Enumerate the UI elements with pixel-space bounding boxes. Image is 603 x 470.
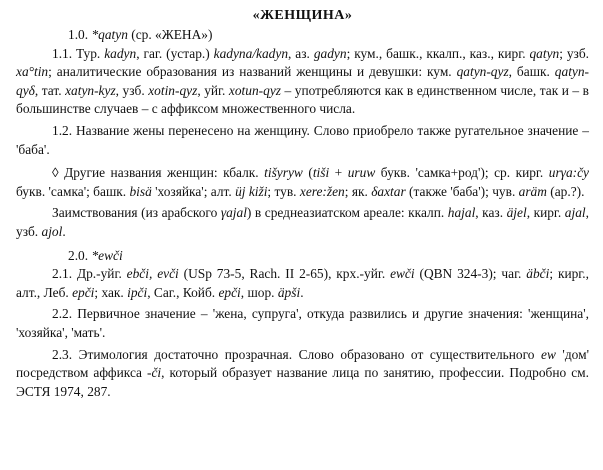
text-run: , гаг. (устар.) [136,45,214,61]
section-1-proto-form: *qatyn [91,27,128,42]
text-run: . [300,284,304,300]
text-run: букв. 'самка+род'); ср. кирг. [375,165,549,181]
cited-word-form: -či [147,365,162,381]
text-run: 1.2. Название жены перенесено на женщину. Слово приобрело также ругательное значение – 'баба'. [16,122,589,157]
text-run: 2.1. Др.-уйг. [52,266,127,282]
text-run: , узб. [16,205,589,239]
text-run: , кирг. [526,205,565,221]
text-run: (QBN 324-3); чаг. [414,266,527,282]
cited-word-form: gadyn [313,45,347,61]
cited-word-form: qatyn [529,45,560,61]
text-run: 1.1. Тур. [52,45,105,61]
text-run: (ар.?). [546,183,585,199]
section-1-note: (ср. «ЖЕНА») [131,27,213,42]
entry-title: «ЖЕНЩИНА» [252,8,353,23]
text-run: , узб. [115,82,149,98]
paragraph-2-1 [16,265,589,302]
section-2-heading [16,247,589,266]
text-run: , каз. [475,205,507,221]
cited-word-form: äjel [506,205,527,221]
cited-word-form: epči [72,284,95,300]
cited-word-form: kadyna/kadyn [213,45,289,61]
text-run: ) в среднеазиатском ареале: ккалп. [246,205,448,221]
text-run: ( [302,165,313,181]
text-run: . [62,223,66,239]
cited-word-form: bisä [129,183,152,199]
section-2-number: 2.0. [68,247,89,263]
cited-word-form: kadyn [104,45,137,61]
cited-word-form: äpši [277,284,301,300]
text-run: (USp 73-5, Rach. II 2-65), крх.-уйг. [178,266,391,282]
paragraph-2-3 [16,346,589,402]
section-2-proto-form: *ewči [91,247,123,263]
cited-word-form: δaxtar [371,183,406,199]
paragraph-1-1 [16,45,589,119]
cited-word-form: xere:žen [299,183,345,199]
text-run: , башк. [508,64,555,80]
cited-word-form: ajol [41,223,63,239]
text-run: ; як. [344,183,372,199]
text-run: , тат. [34,82,66,98]
section-1-number: 1.0. [68,27,89,42]
paragraph-loanwords [16,204,589,241]
cited-word-form: üj kiži [235,183,268,199]
cited-word-form: xatyn-kyz [65,82,116,98]
cited-word-form: ipči [127,284,148,300]
text-run: , шор. [240,284,278,300]
paragraph-2-2 [16,305,589,342]
text-run: ; хак. [94,284,128,300]
text-run: ; аналитические образования из названий женщины и девушки: кум. [48,64,457,80]
paragraph-other-names [16,164,589,201]
text-run: букв. 'самка'; башк. [16,183,130,199]
text-run: ; узб. [559,45,590,61]
text-run: ; тув. [267,183,300,199]
cited-word-form: aräm [518,183,547,199]
cited-word-form: hajal [447,205,476,221]
text-run: – употребляются как в единственном числе, так и – в большинстве случаев – с аффиксом множественного числа. [16,82,589,117]
cited-word-form: γajal [220,205,247,221]
cited-word-form: tišyryw [264,165,303,181]
text-run: ◊ Другие названия женщин: кбалк. [52,165,265,181]
cited-word-form: ew [541,346,556,362]
paragraph-1-2 [16,122,589,159]
text-run: ; кирг., алт., Леб. [16,266,589,300]
cited-word-form: ebči, evči [126,266,179,282]
section-1-heading [16,26,589,45]
text-run: 2.2. Первичное значение – 'жена, супруга', откуда развились и другие значения: 'женщина', 'хозяйка', 'мать'. [16,306,589,340]
cited-word-form: xotin-qyz [148,82,198,98]
cited-word-form: epči [218,284,241,300]
text-run: ; кум., башк., ккалп., каз., кирг. [346,45,530,61]
text-run: , Саг., Койб. [147,284,219,300]
cited-word-form: tiši [312,165,330,181]
cited-word-form: uruw [347,165,376,181]
text-run: (также 'баба'); чув. [405,183,519,199]
text-run: , который образует название лица по занятию, профессии. Подробно см. ЭСТЯ 1974, 287. [16,365,590,399]
cited-word-form: qatyn-qyδ [16,64,590,98]
cited-word-form: qatyn-qyz [456,64,509,80]
cited-word-form: xa°tin [16,64,49,80]
text-run: + [329,165,348,181]
text-run: 2.3. Этимология достаточно прозрачная. Слово образовано от существительного [52,346,542,362]
text-run: 'дом' посредством аффикса [16,346,589,381]
cited-word-form: ajal [564,205,586,221]
cited-word-form: xotun-qyz [228,82,281,98]
cited-word-form: urγa:čy [548,165,589,181]
cited-word-form: ewči [390,266,415,282]
text-run: , уйг. [197,82,229,98]
text-run: Заимствования (из арабского [52,205,221,221]
text-run: 'хозяйка'; алт. [151,183,236,199]
text-run: , аз. [288,45,314,61]
cited-word-form: äbči [526,266,550,282]
